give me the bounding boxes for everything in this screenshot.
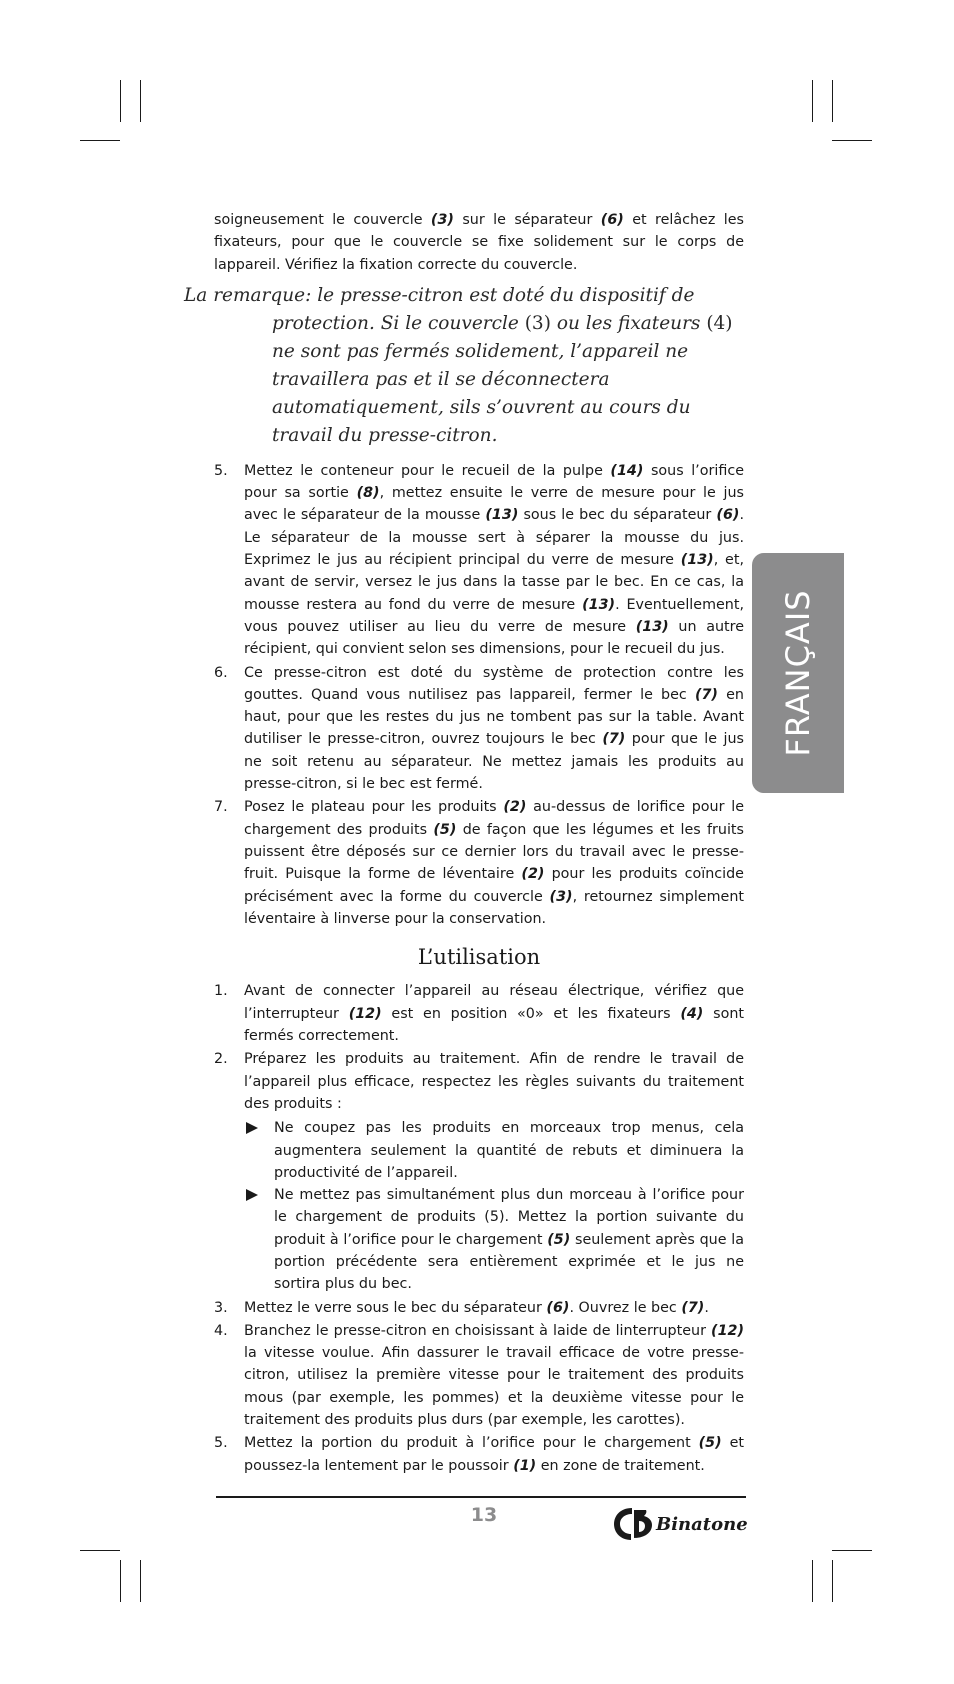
- part-reference: (7): [681, 1299, 705, 1316]
- text-run: Préparez les produits au traitement. Afin de rendre le travail de l’appareil plus efficace, respectez les règles suivants du traitement des produits :: [244, 1051, 744, 1112]
- bullet-list: [244, 1117, 744, 1295]
- text-run: La remarque: le presse-citron est doté du dispositif de protection. Si le couvercle: [184, 284, 695, 334]
- brand-name: Binatone: [656, 1513, 748, 1535]
- list-item-number: 3.: [214, 1299, 228, 1316]
- crop-mark: [832, 1550, 872, 1551]
- text-run: ne sont pas fermés solidement, l’appareil ne travaillera pas et il se déconnectera automatiquement, sils s’ouvrent au cours du travail du presse-citron.: [272, 340, 691, 446]
- instructions-list-a: [214, 460, 744, 930]
- list-item-number: 7.: [214, 799, 228, 816]
- crop-mark: [120, 1560, 121, 1602]
- list-item-text: [244, 665, 744, 792]
- list-item-number: 1.: [214, 983, 228, 1000]
- part-reference: (13): [680, 552, 714, 569]
- crop-mark: [140, 1560, 141, 1602]
- part-reference: (4): [680, 1005, 704, 1022]
- text-run: . Le séparateur de la mousse sert à séparer la mousse du jus. Exprimez le jus au récipient principal du verre de mesure: [244, 507, 744, 569]
- part-reference: (2): [521, 866, 545, 883]
- part-reference: (13): [485, 507, 519, 524]
- text-run: sont fermés correctement.: [244, 1005, 744, 1045]
- list-item-number: 4.: [214, 1322, 228, 1339]
- list-item-text: [244, 1323, 744, 1428]
- list-item-text: [244, 1435, 744, 1473]
- bullet-triangle-icon: [246, 1122, 258, 1134]
- page-content: [184, 209, 745, 1478]
- text-run: ou les fixateurs: [550, 312, 707, 334]
- text-run: , mettez ensuite le verre de mesure pour le jus avec le séparateur de la mousse: [244, 485, 744, 524]
- part-reference: (3): [430, 212, 454, 228]
- text-run: de façon que les légumes et les fruits puissent être déposés sur ce dernier lors du travail avec le presse-fruit. Puisque la forme de léventaire: [244, 821, 744, 883]
- list-item-number: 6.: [214, 664, 228, 681]
- text-run: . Eventuellement, vous pouvez utiliser au lieu du verre de mesure: [244, 596, 744, 635]
- text-run: au-dessus de lorifice pour le chargement des produits: [244, 799, 744, 838]
- text-run: en zone de traitement.: [536, 1457, 705, 1474]
- bullet-item: [244, 1184, 744, 1295]
- list-item-number: 5.: [214, 462, 228, 479]
- list-item-number: 2.: [214, 1051, 228, 1068]
- list-item-text: [244, 1051, 744, 1112]
- text-run: . Ouvrez le bec: [569, 1299, 682, 1316]
- section-title: L’utilisation: [417, 945, 541, 970]
- part-reference: (6): [546, 1299, 570, 1316]
- text-run: Posez le plateau pour les produits: [244, 799, 504, 816]
- text-run: Branchez le presse-citron en choisissant à laide de linterrupteur: [244, 1322, 712, 1339]
- text-run: pour que le jus ne soit retenu au séparateur. Ne mettez jamais les produits au presse-citron, si le bec est fermé.: [244, 731, 744, 793]
- text-run: sous le bec du séparateur: [518, 507, 717, 524]
- text-run: Mettez le conteneur pour le recueil de la pulpe: [244, 462, 611, 479]
- bullet-text: [274, 1187, 744, 1292]
- language-tab: [752, 553, 844, 793]
- list-item-number: 5.: [214, 1435, 228, 1452]
- text-run: est en position «0» et les fixateurs: [381, 1005, 681, 1022]
- part-reference: (2): [503, 799, 527, 816]
- part-reference: (7): [694, 686, 718, 703]
- part-reference: (12): [348, 1005, 382, 1022]
- text-run: Ne coupez pas les produits en morceaux trop menus, cela augmentera seulement la quantité de rebuts et diminuera la productivité de l’appareil.: [274, 1120, 744, 1181]
- part-reference: (3): [524, 312, 551, 334]
- part-reference: (13): [635, 618, 669, 635]
- crop-mark: [812, 80, 813, 122]
- text-run: Mettez la portion du produit à l’orifice pour le chargement: [244, 1435, 699, 1452]
- text-run: Ce presse-citron est doté du système de protection contre les gouttes. Quand vous nutilisez pas lappareil, fermer le bec: [244, 664, 744, 703]
- list-item-text: [244, 799, 744, 926]
- list-item: [214, 662, 744, 796]
- text-run: et relâchez les fixateurs, pour que le couvercle se fixe solidement sur le corps de lappareil. Vérifiez la fixation correcte du couvercle.: [214, 212, 744, 273]
- page-number: 13: [470, 1504, 498, 1526]
- text-run: sur le séparateur: [453, 212, 601, 228]
- text-run: un autre récipient, qui convient selon ses dimensions, pour le recueil du jus.: [244, 618, 745, 658]
- crop-mark: [832, 1560, 833, 1602]
- part-reference: (1): [513, 1457, 537, 1474]
- bullet-text: [274, 1120, 744, 1181]
- list-item: [214, 980, 744, 1047]
- part-reference: (8): [356, 485, 380, 502]
- part-reference: (7): [602, 731, 626, 748]
- part-reference: (3): [549, 888, 573, 905]
- text-run: Mettez le verre sous le bec du séparateur: [244, 1299, 547, 1316]
- text-run: , et, avant de servir, versez le jus dans la tasse par le bec. En ce cas, la mousse restera au fond du verre de mesure: [244, 552, 744, 613]
- text-run: pour les produits coïncide précisément avec la forme du couvercle: [244, 866, 744, 905]
- list-item: [214, 1320, 744, 1431]
- list-item-text: [244, 983, 744, 1044]
- intro-paragraph: [214, 209, 744, 276]
- crop-mark: [120, 80, 121, 122]
- part-reference: (5): [698, 1435, 722, 1452]
- bullet-item: [244, 1117, 744, 1184]
- list-item: [214, 460, 744, 661]
- part-reference: (6): [716, 507, 740, 524]
- part-reference: (5): [547, 1231, 571, 1248]
- part-reference: (12): [711, 1322, 744, 1339]
- part-reference: (5): [433, 821, 457, 838]
- note-paragraph: [184, 282, 744, 450]
- crop-mark: [140, 80, 141, 122]
- bullet-triangle-icon: [246, 1189, 258, 1201]
- text-run: et poussez-la lentement par le poussoir: [244, 1435, 745, 1474]
- list-item: [214, 1432, 744, 1477]
- text-run: la vitesse voulue. Afin dassurer le travail efficace de votre presse-citron, utilisez la première vitesse pour le traitement des produits mous (par exemple, les pommes) et la deuxième vitesse pour le traitement des produits plus durs (par exemple, les carottes).: [244, 1345, 744, 1429]
- text-run: .: [704, 1299, 709, 1316]
- crop-mark: [832, 140, 872, 141]
- brand-logo: [612, 1506, 748, 1542]
- text-run: Avant de connecter l’appareil au réseau électrique, vérifiez que l’interrupteur: [244, 983, 744, 1022]
- text-run: soigneusement le couvercle: [214, 212, 431, 228]
- list-item: [214, 796, 744, 930]
- text-run: , retournez simplement léventaire à linverse pour la conservation.: [244, 888, 744, 927]
- footer-rule: [216, 1496, 746, 1498]
- list-item-text: [244, 1300, 709, 1316]
- part-reference: (14): [610, 462, 644, 479]
- crop-mark: [80, 140, 120, 141]
- part-reference: (13): [582, 596, 616, 613]
- part-reference: (6): [600, 212, 624, 228]
- language-tab-label: FRANÇAIS: [779, 589, 817, 757]
- binatone-logo-icon: [612, 1506, 654, 1542]
- text-run: en haut, pour que les restes du jus ne tombent pas sur la table. Avant dutiliser le presse-citron, ouvrez toujours le bec: [244, 686, 744, 748]
- crop-mark: [832, 80, 833, 122]
- text-run: Ne mettez pas simultanément plus dun morceau à l’orifice pour le chargement de produits (5). Mettez la portion suivante du produit à l’orifice pour le chargement: [274, 1187, 744, 1248]
- list-item: [214, 1297, 744, 1319]
- list-item: [214, 1048, 744, 1295]
- crop-mark: [80, 1550, 120, 1551]
- text-run: seulement après que la portion précédente sera entièrement exprimée et le jus ne sortira plus du bec.: [274, 1231, 745, 1293]
- instructions-list-b: [214, 980, 744, 1477]
- list-item-text: [244, 463, 744, 657]
- crop-mark: [812, 1560, 813, 1602]
- text-run: sous l’orifice pour sa sortie: [244, 462, 744, 502]
- part-reference: (4): [706, 312, 733, 334]
